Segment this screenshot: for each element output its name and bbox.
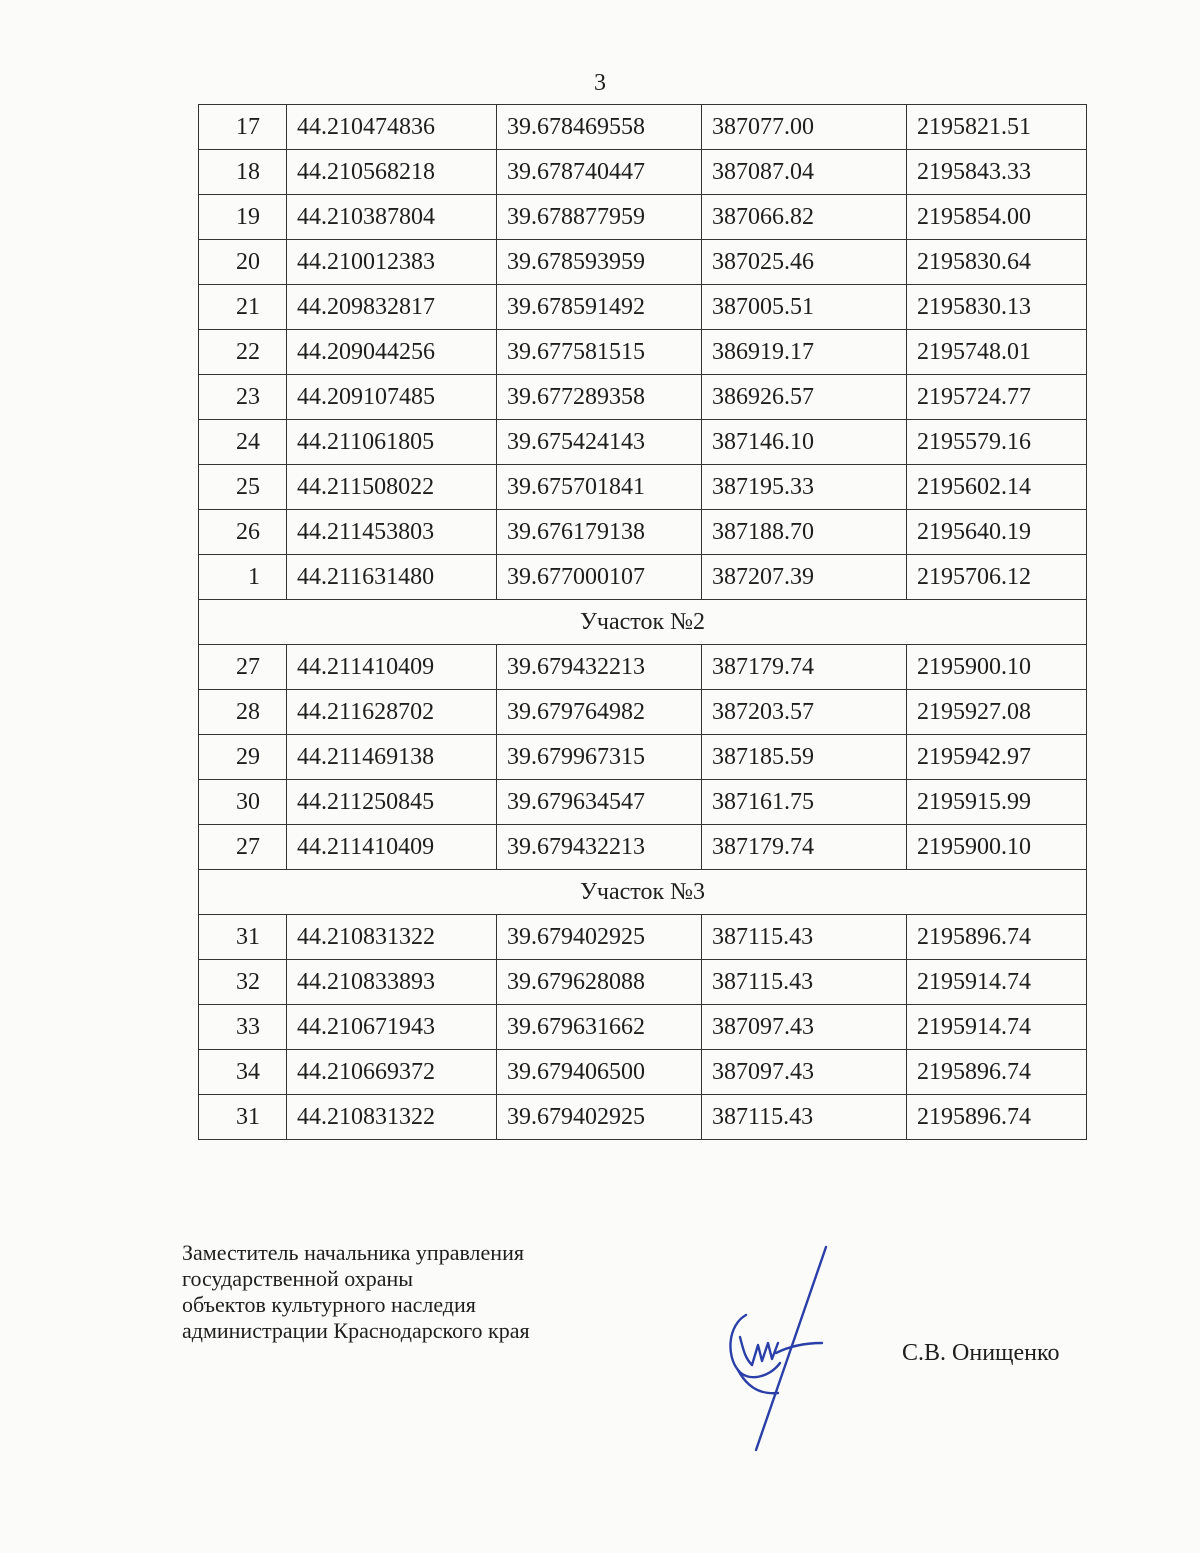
latitude-cell: 44.210671943 xyxy=(287,1005,497,1050)
x-coordinate-cell: 387005.51 xyxy=(702,285,907,330)
longitude-cell: 39.677289358 xyxy=(497,375,702,420)
point-number-cell: 17 xyxy=(199,105,287,150)
table-row xyxy=(199,240,1087,285)
point-number-cell: 1 xyxy=(199,555,287,600)
point-number-cell: 21 xyxy=(199,285,287,330)
longitude-cell: 39.679402925 xyxy=(497,1095,702,1140)
longitude-cell: 39.679967315 xyxy=(497,735,702,780)
point-number-cell: 31 xyxy=(199,1095,287,1140)
y-coordinate-cell: 2195914.74 xyxy=(907,960,1087,1005)
x-coordinate-cell: 387207.39 xyxy=(702,555,907,600)
y-coordinate-cell: 2195900.10 xyxy=(907,825,1087,870)
longitude-cell: 39.676179138 xyxy=(497,510,702,555)
latitude-cell: 44.210833893 xyxy=(287,960,497,1005)
y-coordinate-cell: 2195843.33 xyxy=(907,150,1087,195)
signer-title-line: государственной охраны xyxy=(182,1265,414,1291)
longitude-cell: 39.678740447 xyxy=(497,150,702,195)
y-coordinate-cell: 2195579.16 xyxy=(907,420,1087,465)
longitude-cell: 39.679631662 xyxy=(497,1005,702,1050)
latitude-cell: 44.211453803 xyxy=(287,510,497,555)
longitude-cell: 39.679432213 xyxy=(497,825,702,870)
x-coordinate-cell: 387195.33 xyxy=(702,465,907,510)
longitude-cell: 39.678877959 xyxy=(497,195,702,240)
x-coordinate-cell: 387188.70 xyxy=(702,510,907,555)
y-coordinate-cell: 2195942.97 xyxy=(907,735,1087,780)
x-coordinate-cell: 387115.43 xyxy=(702,1095,907,1140)
point-number-cell: 26 xyxy=(199,510,287,555)
latitude-cell: 44.209832817 xyxy=(287,285,497,330)
longitude-cell: 39.678593959 xyxy=(497,240,702,285)
x-coordinate-cell: 387179.74 xyxy=(702,825,907,870)
table-row xyxy=(199,780,1087,825)
latitude-cell: 44.211631480 xyxy=(287,555,497,600)
table-row xyxy=(199,960,1087,1005)
table-row xyxy=(199,690,1087,735)
point-number-cell: 24 xyxy=(199,420,287,465)
table-row xyxy=(199,510,1087,555)
longitude-cell: 39.678469558 xyxy=(497,105,702,150)
table-row xyxy=(199,1050,1087,1095)
section-title: Участок №2 xyxy=(199,600,1087,645)
longitude-cell: 39.679432213 xyxy=(497,645,702,690)
y-coordinate-cell: 2195821.51 xyxy=(907,105,1087,150)
page-number: 3 xyxy=(594,70,606,96)
table-row xyxy=(199,1095,1087,1140)
signature-icon xyxy=(718,1245,828,1455)
y-coordinate-cell: 2195900.10 xyxy=(907,645,1087,690)
point-number-cell: 28 xyxy=(199,690,287,735)
table-row xyxy=(199,105,1087,150)
point-number-cell: 18 xyxy=(199,150,287,195)
y-coordinate-cell: 2195640.19 xyxy=(907,510,1087,555)
point-number-cell: 32 xyxy=(199,960,287,1005)
longitude-cell: 39.679402925 xyxy=(497,915,702,960)
latitude-cell: 44.210831322 xyxy=(287,915,497,960)
latitude-cell: 44.209044256 xyxy=(287,330,497,375)
table-row xyxy=(199,285,1087,330)
x-coordinate-cell: 387203.57 xyxy=(702,690,907,735)
longitude-cell: 39.679406500 xyxy=(497,1050,702,1095)
x-coordinate-cell: 387161.75 xyxy=(702,780,907,825)
x-coordinate-cell: 387185.59 xyxy=(702,735,907,780)
x-coordinate-cell: 387066.82 xyxy=(702,195,907,240)
y-coordinate-cell: 2195896.74 xyxy=(907,915,1087,960)
x-coordinate-cell: 387077.00 xyxy=(702,105,907,150)
longitude-cell: 39.678591492 xyxy=(497,285,702,330)
table-row xyxy=(199,915,1087,960)
table-row xyxy=(199,555,1087,600)
signer-title xyxy=(182,1240,530,1344)
latitude-cell: 44.209107485 xyxy=(287,375,497,420)
y-coordinate-cell: 2195830.13 xyxy=(907,285,1087,330)
latitude-cell: 44.210474836 xyxy=(287,105,497,150)
point-number-cell: 30 xyxy=(199,780,287,825)
point-number-cell: 27 xyxy=(199,825,287,870)
latitude-cell: 44.210012383 xyxy=(287,240,497,285)
table-row xyxy=(199,330,1087,375)
y-coordinate-cell: 2195854.00 xyxy=(907,195,1087,240)
point-number-cell: 25 xyxy=(199,465,287,510)
x-coordinate-cell: 387146.10 xyxy=(702,420,907,465)
table-row xyxy=(199,420,1087,465)
section-header-row xyxy=(199,600,1087,645)
point-number-cell: 27 xyxy=(199,645,287,690)
table-row xyxy=(199,375,1087,420)
section-title: Участок №3 xyxy=(199,870,1087,915)
latitude-cell: 44.210568218 xyxy=(287,150,497,195)
table-row xyxy=(199,195,1087,240)
point-number-cell: 34 xyxy=(199,1050,287,1095)
latitude-cell: 44.211061805 xyxy=(287,420,497,465)
point-number-cell: 29 xyxy=(199,735,287,780)
point-number-cell: 23 xyxy=(199,375,287,420)
y-coordinate-cell: 2195748.01 xyxy=(907,330,1087,375)
y-coordinate-cell: 2195914.74 xyxy=(907,1005,1087,1050)
point-number-cell: 20 xyxy=(199,240,287,285)
latitude-cell: 44.210387804 xyxy=(287,195,497,240)
point-number-cell: 31 xyxy=(199,915,287,960)
latitude-cell: 44.211628702 xyxy=(287,690,497,735)
point-number-cell: 33 xyxy=(199,1005,287,1050)
x-coordinate-cell: 387097.43 xyxy=(702,1005,907,1050)
y-coordinate-cell: 2195830.64 xyxy=(907,240,1087,285)
y-coordinate-cell: 2195915.99 xyxy=(907,780,1087,825)
table-row xyxy=(199,1005,1087,1050)
x-coordinate-cell: 387115.43 xyxy=(702,960,907,1005)
section-header-row xyxy=(199,870,1087,915)
table-row xyxy=(199,825,1087,870)
y-coordinate-cell: 2195602.14 xyxy=(907,465,1087,510)
longitude-cell: 39.677000107 xyxy=(497,555,702,600)
x-coordinate-cell: 387097.43 xyxy=(702,1050,907,1095)
y-coordinate-cell: 2195896.74 xyxy=(907,1050,1087,1095)
longitude-cell: 39.675424143 xyxy=(497,420,702,465)
coordinates-table-body xyxy=(199,105,1087,1140)
longitude-cell: 39.679764982 xyxy=(497,690,702,735)
table-row xyxy=(199,735,1087,780)
x-coordinate-cell: 387179.74 xyxy=(702,645,907,690)
latitude-cell: 44.211410409 xyxy=(287,645,497,690)
x-coordinate-cell: 387087.04 xyxy=(702,150,907,195)
latitude-cell: 44.211469138 xyxy=(287,735,497,780)
signer-title-line: объектов культурного наследия xyxy=(182,1291,476,1317)
longitude-cell: 39.677581515 xyxy=(497,330,702,375)
y-coordinate-cell: 2195706.12 xyxy=(907,555,1087,600)
x-coordinate-cell: 386926.57 xyxy=(702,375,907,420)
latitude-cell: 44.210831322 xyxy=(287,1095,497,1140)
table-row xyxy=(199,465,1087,510)
longitude-cell: 39.675701841 xyxy=(497,465,702,510)
x-coordinate-cell: 387115.43 xyxy=(702,915,907,960)
latitude-cell: 44.210669372 xyxy=(287,1050,497,1095)
signer-title-line: администрации Краснодарского края xyxy=(182,1317,530,1343)
x-coordinate-cell: 387025.46 xyxy=(702,240,907,285)
longitude-cell: 39.679634547 xyxy=(497,780,702,825)
table-row xyxy=(199,150,1087,195)
point-number-cell: 22 xyxy=(199,330,287,375)
y-coordinate-cell: 2195927.08 xyxy=(907,690,1087,735)
table-row xyxy=(199,645,1087,690)
y-coordinate-cell: 2195724.77 xyxy=(907,375,1087,420)
coordinates-table xyxy=(198,104,1087,1140)
latitude-cell: 44.211508022 xyxy=(287,465,497,510)
signer-title-line: Заместитель начальника управления xyxy=(182,1240,524,1265)
longitude-cell: 39.679628088 xyxy=(497,960,702,1005)
latitude-cell: 44.211410409 xyxy=(287,825,497,870)
x-coordinate-cell: 386919.17 xyxy=(702,330,907,375)
signer-name: С.В. Онищенко xyxy=(902,1340,1060,1366)
point-number-cell: 19 xyxy=(199,195,287,240)
y-coordinate-cell: 2195896.74 xyxy=(907,1095,1087,1140)
latitude-cell: 44.211250845 xyxy=(287,780,497,825)
